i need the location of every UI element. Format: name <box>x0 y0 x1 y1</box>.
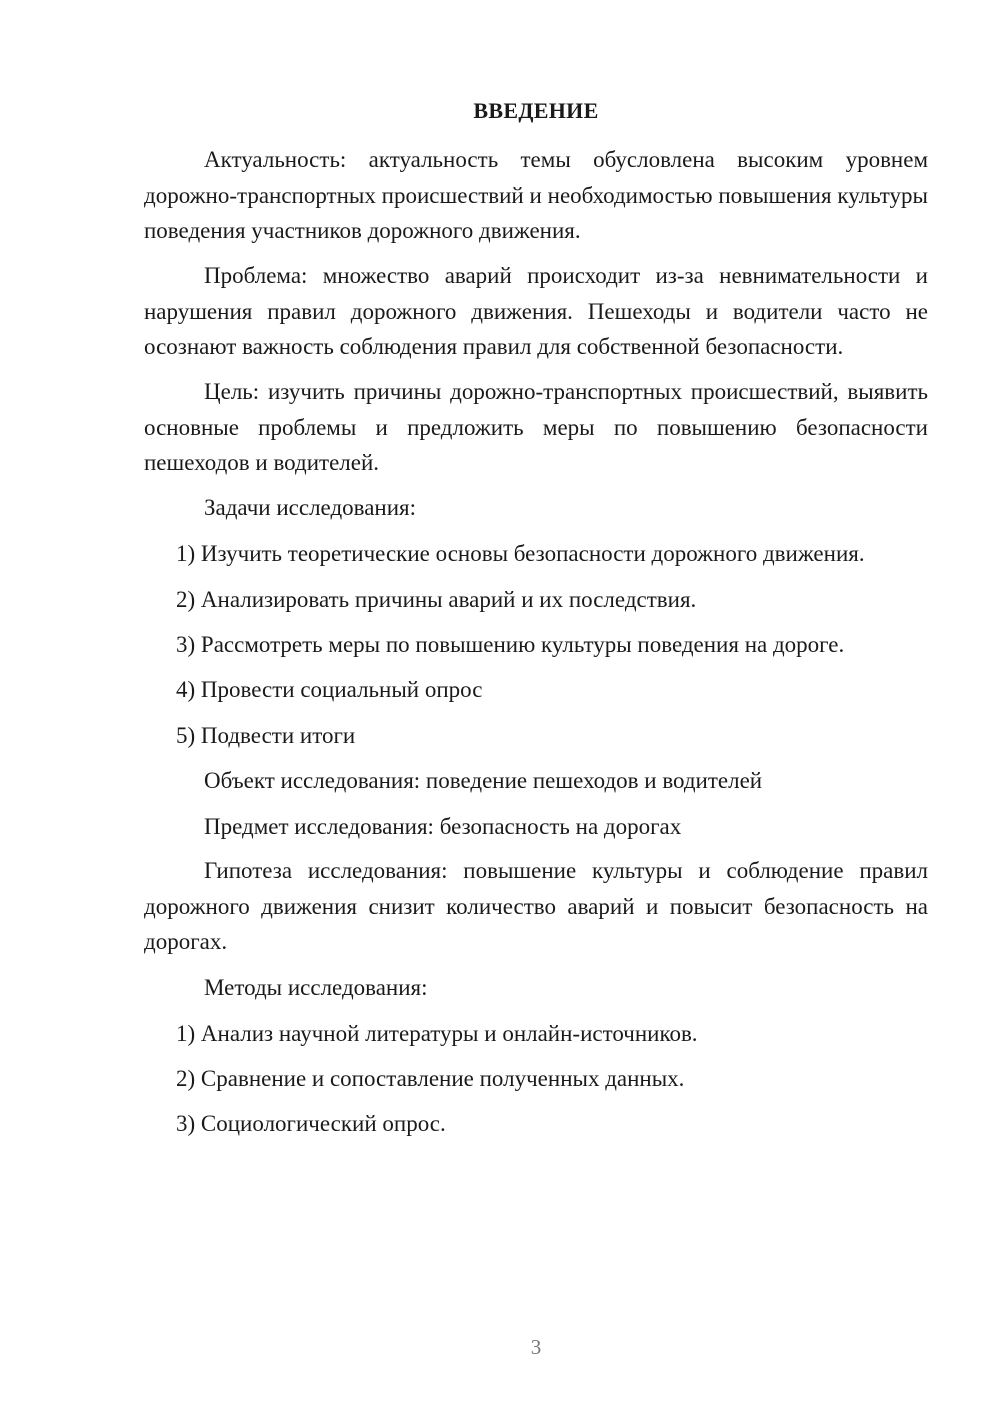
hypothesis-text: Гипотеза исследования: повышение культуры и соблюдение правил дорожного движения снизит количество аварий и повысит безопасность на дорогах. <box>144 858 928 954</box>
methods-heading: Методы исследования: <box>204 975 428 1000</box>
task-item-3: 3) Рассмотреть меры по повышению культуры поведения на дороге. <box>176 632 845 657</box>
tasks-heading: Задачи исследования: <box>204 495 417 520</box>
task-item-5: 5) Подвести итоги <box>176 723 356 748</box>
method-item-3: 3) Социологический опрос. <box>176 1111 446 1136</box>
method-item-1: 1) Анализ научной литературы и онлайн-источников. <box>176 1021 698 1046</box>
task-item-2: 2) Анализировать причины аварий и их последствия. <box>176 587 697 612</box>
subject-line: Предмет исследования: безопасность на дорогах <box>204 814 682 839</box>
problem-text: Проблема: множество аварий происходит из-за невнимательности и нарушения правил дорожного движения. Пешеходы и водители часто не осознают важность соблюдения правил для собственной безопасности. <box>144 263 928 359</box>
goal-text: Цель: изучить причины дорожно-транспортных происшествий, выявить основные проблемы и предложить меры по повышению безопасности пешеходов и водителей. <box>144 379 928 475</box>
hypothesis-paragraph <box>144 853 928 960</box>
relevance-paragraph <box>144 142 928 249</box>
goal-paragraph <box>144 374 928 481</box>
problem-paragraph <box>144 258 928 365</box>
task-item-1: 1) Изучить теоретические основы безопасности дорожного движения. <box>176 541 865 566</box>
method-item-2: 2) Сравнение и сопоставление полученных данных. <box>176 1066 685 1091</box>
page-title: ВВЕДЕНИЕ <box>473 98 599 123</box>
page-number: 3 <box>530 1335 542 1359</box>
relevance-text: Актуальность: актуальность темы обусловлена высоким уровнем дорожно-транспортных происшествий и необходимостью повышения культуры поведения участников дорожного движения. <box>144 147 928 243</box>
document-page <box>144 0 928 1414</box>
task-item-4: 4) Провести социальный опрос <box>176 677 483 702</box>
object-line: Объект исследования: поведение пешеходов и водителей <box>204 768 763 793</box>
